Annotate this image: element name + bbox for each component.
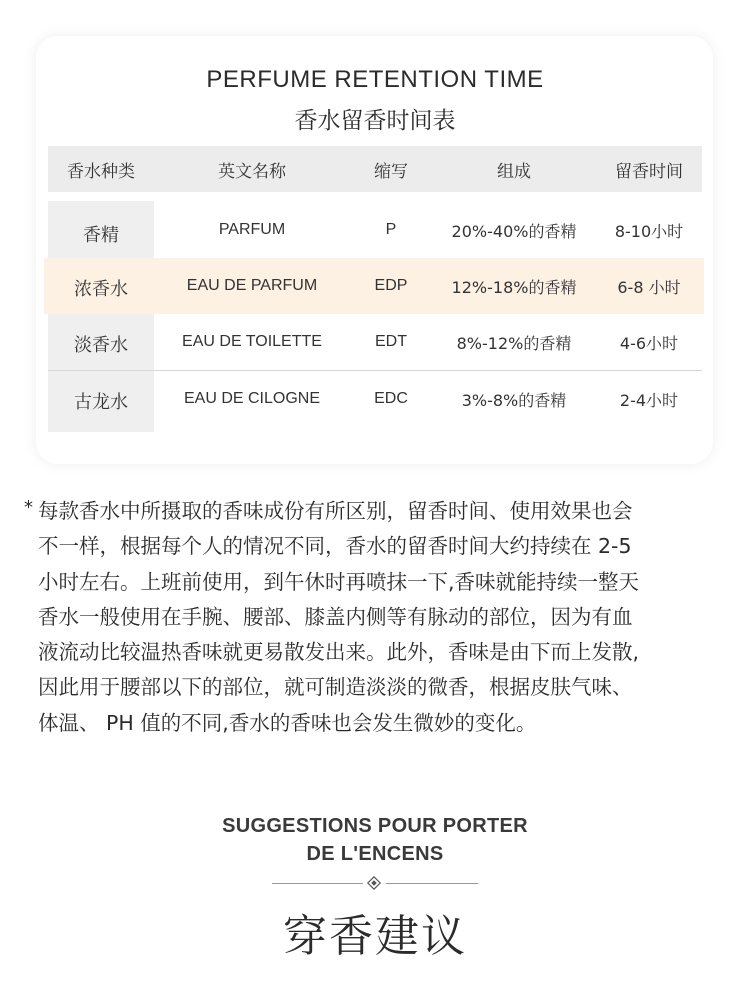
cell-retention-time: 4-6小时 <box>619 333 679 353</box>
note-line: 因此用于腰部以下的部位，就可制造淡淡的微香，根据皮肤气味、 <box>38 675 633 700</box>
cell-composition: 20%-40%的香精 <box>451 221 577 241</box>
table-row <box>48 371 702 427</box>
diamond-ornament-icon <box>367 876 381 890</box>
table-header-row <box>48 146 702 192</box>
cell-type: 淡香水 <box>74 335 128 356</box>
table-title-en: PERFUME RETENTION TIME <box>206 66 544 93</box>
cell-english-name: EAU DE TOILETTE <box>182 333 322 350</box>
cell-english-name: EAU DE PARFUM <box>186 277 318 294</box>
suggestions-title-en-line1: SUGGESTIONS POUR PORTER <box>222 815 528 837</box>
suggestions-title-en-line2: DE L'ENCENS <box>306 843 444 865</box>
note-line: 体温、 PH 值的不同,香水的香味也会发生微妙的变化。 <box>38 710 537 735</box>
table-row <box>48 202 702 259</box>
cell-abbreviation: EDT <box>375 333 407 350</box>
header-abbreviation: 缩写 <box>374 161 408 182</box>
note-line: 液流动比较温热香味就更易散发出来。此外，香味是由下而上发散, <box>38 640 640 665</box>
usage-note-paragraph <box>24 494 736 741</box>
cell-english-name: EAU DE CILOGNE <box>183 390 321 407</box>
cell-type: 香精 <box>83 225 119 246</box>
note-line: 小时左右。上班前使用，到午休时再喷抹一下,香味就能持续一整天 <box>38 569 640 594</box>
cell-retention-time: 2-4小时 <box>619 390 679 410</box>
cell-type: 浓香水 <box>74 279 128 300</box>
cell-type: 古龙水 <box>74 392 128 413</box>
note-line: 香水一般使用在手腕、腰部、膝盖内侧等有脉动的部位，因为有血 <box>38 604 633 629</box>
note-line: 每款香水中所摄取的香味成份有所区别，留香时间、使用效果也会 <box>38 499 633 523</box>
divider-left <box>272 883 363 884</box>
note-asterisk: * <box>24 497 33 518</box>
header-composition: 组成 <box>497 161 531 182</box>
suggestions-title-zh: 穿香建议 <box>283 911 467 962</box>
cell-retention-time: 8-10小时 <box>614 221 684 241</box>
cell-composition: 3%-8%的香精 <box>461 390 567 410</box>
cell-abbreviation: P <box>385 221 397 238</box>
header-english-name: 英文名称 <box>218 161 286 182</box>
table-title-zh: 香水留香时间表 <box>294 108 456 134</box>
header-type: 香水种类 <box>67 161 135 182</box>
note-line: 不一样，根据每个人的情况不同，香水的留香时间大约持续在 2-5 <box>38 534 632 559</box>
header-retention-time: 留香时间 <box>615 161 683 182</box>
table-row-highlighted <box>44 258 704 314</box>
cell-english-name: PARFUM <box>218 221 286 238</box>
cell-abbreviation: EDC <box>374 390 408 407</box>
cell-composition: 12%-18%的香精 <box>451 277 577 297</box>
cell-abbreviation: EDP <box>374 277 408 294</box>
cell-retention-time: 6-8 小时 <box>617 277 681 297</box>
table-row <box>48 314 702 371</box>
divider-right <box>386 883 478 884</box>
cell-composition: 8%-12%的香精 <box>456 333 572 353</box>
